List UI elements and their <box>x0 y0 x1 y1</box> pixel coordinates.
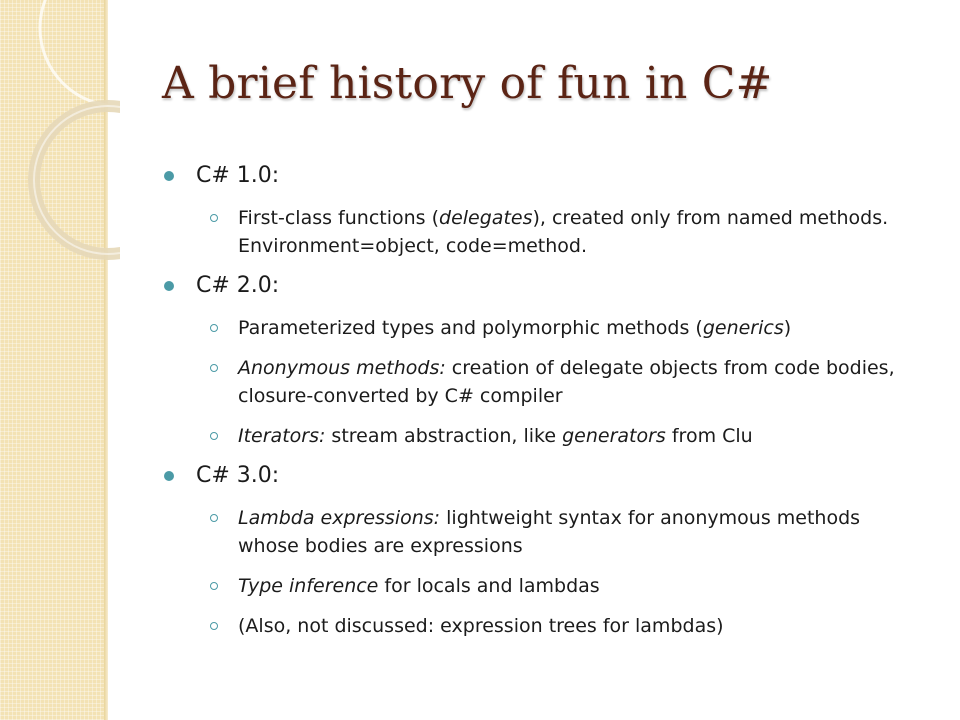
bullet-text-segment: ) <box>783 317 792 339</box>
level2-bullet <box>160 572 900 600</box>
bullet-text-segment: generics <box>702 317 784 339</box>
slide-title: A brief history of fun in C# <box>162 58 773 109</box>
bullet-text-segment: Iterators: <box>238 425 326 447</box>
bullet-text-segment: for locals and lambdas <box>378 575 600 597</box>
bullet-dot-icon <box>164 471 174 481</box>
level2-bullet <box>160 504 900 560</box>
bullet-ring-icon <box>210 214 218 222</box>
bullet-ring-icon <box>210 582 218 590</box>
bullet-text-segment: Parameterized types and polymorphic methods ( <box>238 317 703 339</box>
section-heading: C# 1.0: <box>196 163 280 188</box>
bullet-ring-icon <box>210 432 218 440</box>
bullet-dot-icon <box>164 281 174 291</box>
level2-bullet <box>160 204 900 260</box>
level2-bullet <box>160 612 900 640</box>
bullet-text-segment: stream abstraction, like <box>325 425 563 447</box>
level2-bullet <box>160 314 900 342</box>
level1-bullet <box>160 462 900 490</box>
level1-bullet <box>160 272 900 300</box>
bullet-text-segment: delegates <box>439 207 533 229</box>
decorative-circles-icon <box>0 0 120 260</box>
bullet-text-segment: ), created only from named methods. Environment=object, code=method. <box>238 207 889 257</box>
bullet-text-segment: generators <box>562 425 666 447</box>
bullet-text-segment: (Also, not discussed: expression trees for lambdas) <box>238 615 724 637</box>
bullet-dot-icon <box>164 171 174 181</box>
bullet-text-segment: lightweight syntax for anonymous methods whose bodies are expressions <box>238 507 861 557</box>
bullet-ring-icon <box>210 514 218 522</box>
bullet-text-segment: Anonymous methods: <box>238 357 446 379</box>
level2-bullet <box>160 354 900 410</box>
level1-bullet <box>160 162 900 190</box>
bullet-text-segment: creation of delegate objects from code bodies, closure-converted by C# compiler <box>238 357 895 407</box>
bullet-ring-icon <box>210 364 218 372</box>
bullet-text-segment: First-class functions ( <box>238 207 440 229</box>
section-heading: C# 3.0: <box>196 463 280 488</box>
bullet-text-segment: Type inference <box>238 575 379 597</box>
section-heading: C# 2.0: <box>196 273 280 298</box>
bullet-list <box>160 162 900 652</box>
bullet-text-segment: from Clu <box>665 425 753 447</box>
bullet-ring-icon <box>210 324 218 332</box>
bullet-ring-icon <box>210 622 218 630</box>
level2-bullet <box>160 422 900 450</box>
bullet-text-segment: Lambda expressions: <box>238 507 441 529</box>
